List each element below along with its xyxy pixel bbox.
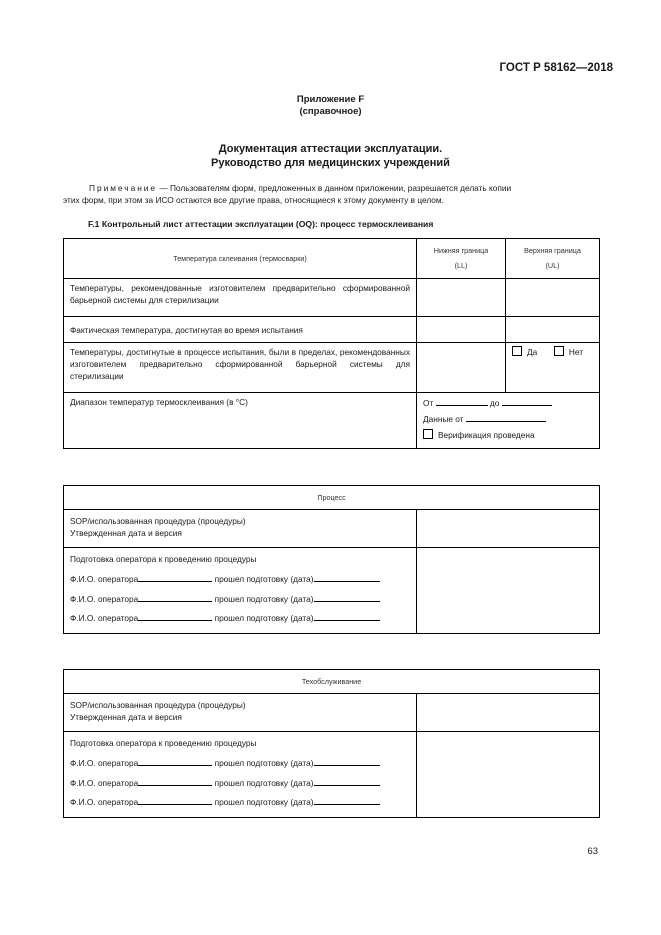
operator-name-field[interactable] [138, 756, 212, 766]
maintenance-table-title: Техобслуживание [64, 670, 600, 694]
no-label: Нет [568, 347, 583, 357]
operator-name-field[interactable] [138, 795, 212, 805]
range-from-field[interactable] [436, 396, 488, 406]
trained-label: прошел подготовку (дата) [214, 758, 314, 768]
note-text-line2: этих форм, при этом за ИСО остаются все другие права, относящиеся к этому документу в целом. [63, 195, 444, 205]
page-number: 63 [587, 846, 598, 857]
lower-limit-label: Нижняя граница [433, 246, 489, 255]
maintenance-training-value-cell[interactable] [417, 732, 600, 818]
data-from-field[interactable] [466, 412, 546, 422]
verification-checkbox[interactable] [423, 429, 433, 439]
process-sop-line1: SOP/использованная процедура (процедуры) [70, 516, 246, 526]
range-to-label: до [489, 398, 500, 408]
note-text-line1: Пользователям форм, предложенных в данном приложении, разрешается делать копии [169, 183, 512, 193]
process-training-value-cell[interactable] [417, 548, 600, 634]
table-header-row [64, 670, 600, 694]
operator-name-field[interactable] [138, 776, 212, 786]
within-limits-answer-cell [506, 343, 600, 393]
operator-label: Ф.И.О. оператора [70, 797, 139, 807]
recommended-temperatures-label: Температуры, рекомендованные изготовителем предварительно сформированной барьерной системы для стерилизации [64, 279, 417, 317]
range-from-label: От [423, 398, 434, 408]
trained-date-field[interactable] [314, 611, 380, 621]
process-sop-value-cell[interactable] [417, 510, 600, 548]
operator-label: Ф.И.О. оператора [70, 574, 139, 584]
operator-name-field[interactable] [138, 572, 212, 582]
maintenance-sop-label [64, 694, 417, 732]
document-title-line2: Руководство для медицинских учреждений [211, 157, 450, 169]
trained-date-field[interactable] [314, 592, 380, 602]
trained-label: прошел подготовку (дата) [214, 593, 314, 604]
actual-temperature-label: Фактическая температура, достигнутая во время испытания [64, 317, 417, 343]
process-table [63, 485, 600, 634]
upper-limit-header [506, 239, 600, 279]
actual-ul-cell[interactable] [506, 317, 600, 343]
table-row [64, 548, 600, 634]
table-row [64, 732, 600, 818]
maintenance-table [63, 669, 600, 818]
section-title: F.1 Контрольный лист аттестации эксплуатации (OQ): процесс термосклеивания [88, 219, 434, 229]
table-row [64, 317, 600, 343]
within-limits-empty-cell [417, 343, 506, 393]
document-title-line1: Документация аттестации эксплуатации. [218, 143, 443, 155]
upper-limit-label: Верхняя граница [524, 246, 581, 255]
table-row [64, 510, 600, 548]
standard-number: ГОСТ Р 58162—2018 [499, 62, 613, 74]
appendix-subtitle: (справочное) [299, 106, 362, 117]
within-limits-label: Температуры, достигнутые в процессе испытания, были в пределах, рекомендованных изготовителем предварительно сформированной барьерной системы для стерилизации [64, 343, 417, 393]
recommended-ll-cell[interactable] [417, 279, 506, 317]
maintenance-sop-line2: Утвержденная дата и версия [70, 712, 182, 722]
maintenance-sop-line1: SOP/использованная процедура (процедуры) [70, 700, 246, 710]
actual-ll-cell[interactable] [417, 317, 506, 343]
trained-date-field[interactable] [314, 795, 380, 805]
table-row [64, 279, 600, 317]
parameter-header: Температура склеивания (термосварки) [64, 239, 417, 279]
trained-date-field[interactable] [314, 776, 380, 786]
table-row [64, 694, 600, 732]
process-sop-line2: Утвержденная дата и версия [70, 528, 182, 538]
note-paragraph [63, 182, 600, 194]
trained-label: прошел подготовку (дата) [214, 574, 314, 584]
yes-label: Да [527, 347, 538, 357]
recommended-ul-cell[interactable] [506, 279, 600, 317]
maintenance-sop-value-cell[interactable] [417, 694, 600, 732]
sealing-range-label: Диапазон температур термосклеивания (в °С) [64, 393, 417, 449]
upper-limit-code: (UL) [545, 261, 560, 270]
table-header-row [64, 239, 600, 279]
lower-limit-header [417, 239, 506, 279]
note-label: Примечание [89, 183, 158, 193]
process-training-title: Подготовка оператора к проведению процедуры [70, 554, 257, 564]
process-training-cell [64, 548, 417, 634]
trained-label: прошел подготовку (дата) [214, 613, 314, 623]
process-table-title: Процесс [64, 486, 600, 510]
operator-row [70, 774, 410, 794]
lower-limit-code: (LL) [454, 261, 468, 270]
operator-row [70, 793, 410, 813]
maintenance-training-title: Подготовка оператора к проведению процедуры [70, 738, 257, 748]
table-row [64, 393, 600, 449]
trained-date-field[interactable] [314, 572, 380, 582]
appendix-title: Приложение F [296, 94, 365, 105]
range-to-field[interactable] [502, 396, 552, 406]
trained-date-field[interactable] [314, 756, 380, 766]
operator-name-field[interactable] [138, 592, 212, 602]
note-dash: — [157, 183, 170, 193]
operator-name-field[interactable] [138, 611, 212, 621]
operator-row [70, 570, 410, 590]
operator-row [70, 754, 410, 774]
operator-label: Ф.И.О. оператора [70, 593, 139, 604]
maintenance-training-cell [64, 732, 417, 818]
yes-checkbox[interactable] [512, 346, 522, 356]
trained-label: прошел подготовку (дата) [214, 777, 314, 788]
table-row [64, 343, 600, 393]
operator-label: Ф.И.О. оператора [70, 758, 139, 768]
operator-row [70, 590, 410, 610]
trained-label: прошел подготовку (дата) [214, 797, 314, 807]
sealing-temperature-table [63, 238, 600, 449]
process-sop-label [64, 510, 417, 548]
operator-row [70, 609, 410, 629]
no-checkbox[interactable] [554, 346, 564, 356]
operator-label: Ф.И.О. оператора [70, 613, 139, 623]
data-from-label: Данные от [423, 414, 464, 424]
table-header-row [64, 486, 600, 510]
sealing-range-values-cell [417, 393, 600, 449]
verification-label: Верификация проведена [438, 430, 535, 440]
operator-label: Ф.И.О. оператора [70, 777, 139, 788]
